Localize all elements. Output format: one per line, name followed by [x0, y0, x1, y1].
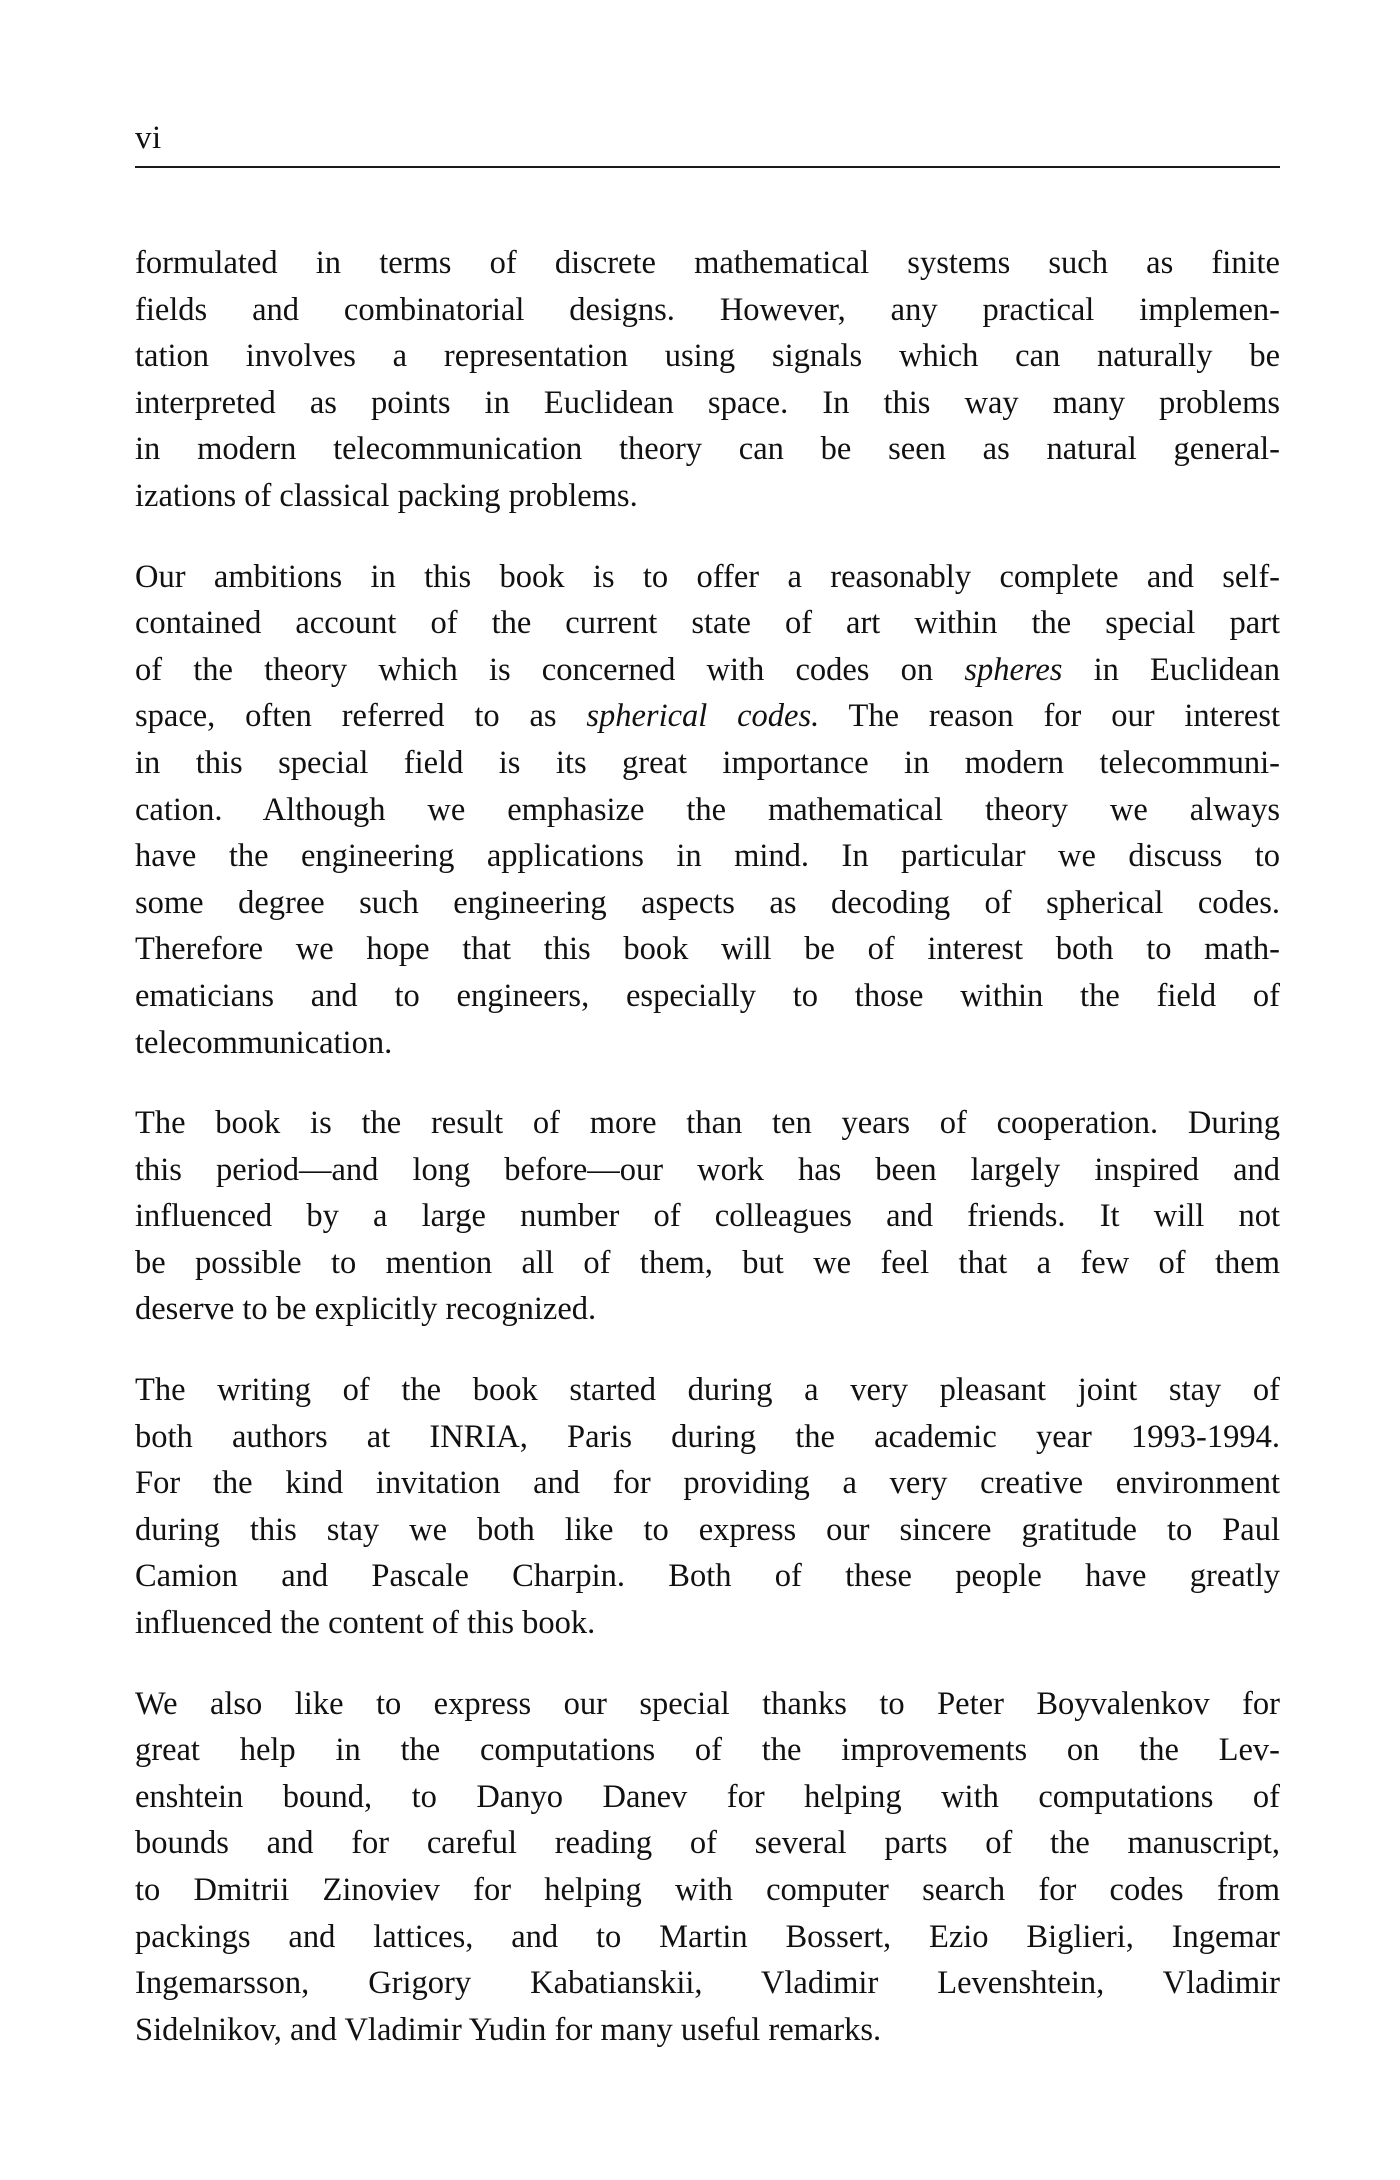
- text-line: enshtein bound, to Danyo Danev for helping with computations of: [135, 1778, 1280, 1815]
- paragraph-2: [135, 554, 1280, 1067]
- text-line: in modern telecommunication theory can be seen as natural general-: [135, 431, 1280, 468]
- paragraph-4: [135, 1367, 1280, 1647]
- text-line: both authors at INRIA, Paris during the academic year 1993-1994.: [135, 1418, 1280, 1455]
- text-line: telecommunication.: [135, 1024, 393, 1061]
- text-line: have the engineering applications in mind. In particular we discuss to: [135, 838, 1280, 875]
- text-line: ematicians and to engineers, especially to those within the field of: [135, 977, 1280, 1014]
- text-line: Therefore we hope that this book will be of interest both to math-: [135, 931, 1280, 968]
- line-text: The reason for our interest: [819, 698, 1281, 735]
- paragraph-3: [135, 1100, 1280, 1333]
- text-line: packings and lattices, and to Martin Bossert, Ezio Biglieri, Ingemar: [135, 1918, 1280, 1955]
- text-line: formulated in terms of discrete mathematical systems such as finite: [135, 245, 1280, 281]
- text-line: during this stay we both like to express our sincere gratitude to Paul: [135, 1511, 1280, 1548]
- text-line: For the kind invitation and for providing a very creative environment: [135, 1465, 1280, 1502]
- text-line: We also like to express our special thanks to Peter Boyvalenkov for: [135, 1685, 1280, 1722]
- text-line: [135, 693, 1280, 740]
- text-line: this period—and long before—our work has been largely inspired and: [135, 1151, 1280, 1188]
- text-line: The book is the result of more than ten years of cooperation. During: [135, 1105, 1280, 1142]
- book-page: [135, 110, 1281, 2048]
- running-head: [135, 110, 1280, 170]
- line-text: of the theory which is concerned with codes on: [135, 651, 965, 688]
- paragraph-5: [135, 1681, 1280, 2054]
- text-line: cation. Although we emphasize the mathematical theory we always: [135, 791, 1280, 828]
- text-line: Camion and Pascale Charpin. Both of these people have greatly: [135, 1558, 1280, 1595]
- text-line: tation involves a representation using signals which can naturally be: [135, 338, 1280, 375]
- text-line: some degree such engineering aspects as decoding of spherical codes.: [135, 884, 1280, 921]
- text-line: be possible to mention all of them, but we feel that a few of them: [135, 1244, 1280, 1281]
- text-line: to Dmitrii Zinoviev for helping with computer search for codes from: [135, 1872, 1280, 1908]
- text-line: influenced the content of this book.: [135, 1605, 596, 1642]
- text-line: great help in the computations of the improvements on the Lev-: [135, 1732, 1280, 1769]
- text-line: Ingemarsson, Grigory Kabatianskii, Vladimir Levenshtein, Vladimir: [135, 1965, 1280, 2002]
- header-rule: [135, 166, 1280, 168]
- text-line: bounds and for careful reading of several parts of the manuscript,: [135, 1825, 1280, 1862]
- text-line: The writing of the book started during a very pleasant joint stay of: [135, 1372, 1280, 1409]
- text-line: Our ambitions in this book is to offer a reasonably complete and self-: [135, 558, 1280, 595]
- emphasized-term: spheres: [964, 651, 1063, 688]
- text-line: in this special field is its great importance in modern telecommuni-: [135, 744, 1280, 781]
- paragraph-1: [135, 240, 1280, 520]
- text-line: contained account of the current state of art within the special part: [135, 605, 1280, 642]
- text-line: fields and combinatorial designs. However, any practical implemen-: [135, 291, 1280, 328]
- line-text: space, often referred to as: [135, 698, 587, 735]
- text-line: [135, 647, 1280, 694]
- emphasized-term: spherical codes.: [586, 698, 820, 735]
- text-line: izations of classical packing problems.: [135, 477, 638, 514]
- line-text: in Euclidean: [1062, 651, 1280, 688]
- text-line: influenced by a large number of colleagues and friends. It will not: [135, 1198, 1280, 1235]
- text-line: deserve to be explicitly recognized.: [135, 1291, 597, 1328]
- text-line: interpreted as points in Euclidean space. In this way many problems: [135, 384, 1280, 421]
- page-number: vi: [135, 120, 162, 156]
- text-line: Sidelnikov, and Vladimir Yudin for many useful remarks.: [135, 2011, 882, 2048]
- body-text: [135, 240, 1280, 2087]
